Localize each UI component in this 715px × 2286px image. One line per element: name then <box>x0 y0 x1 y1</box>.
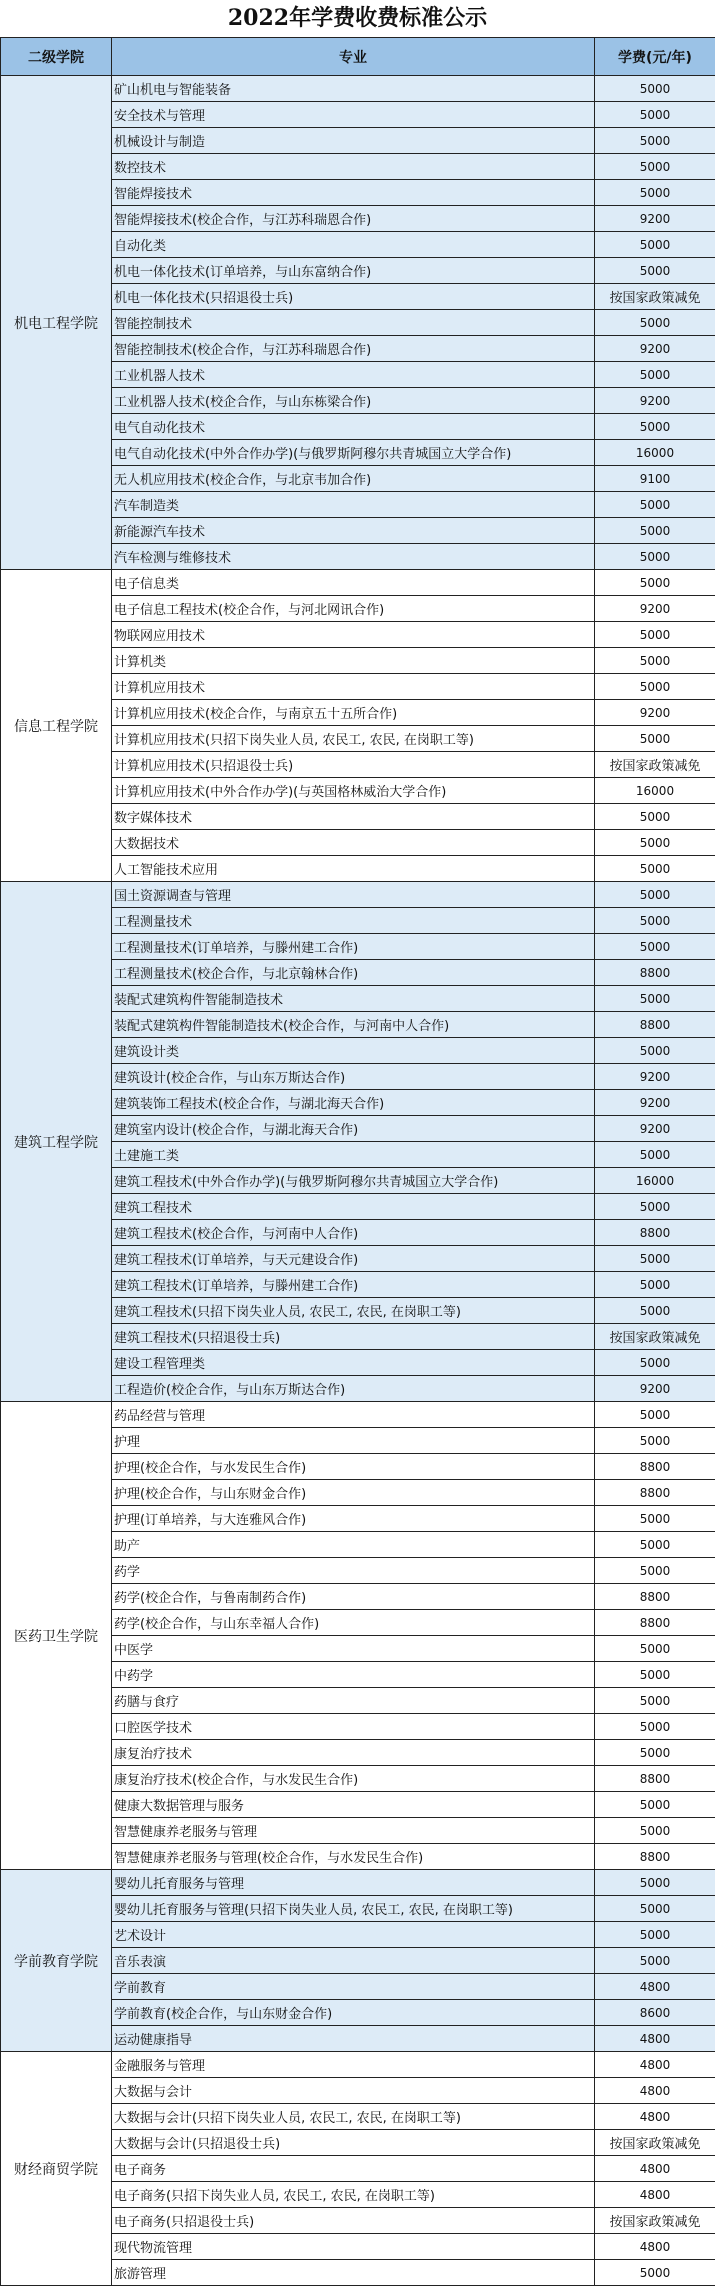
college-name-cell: 机电工程学院 <box>1 76 112 570</box>
major-cell: 智慧健康养老服务与管理 <box>112 1818 595 1844</box>
major-cell: 计算机应用技术(中外合作办学)(与英国格林威治大学合作) <box>112 778 595 804</box>
major-cell: 智能控制技术 <box>112 310 595 336</box>
fee-cell: 5000 <box>595 648 715 674</box>
fee-cell: 按国家政策减免 <box>595 2208 715 2234</box>
fee-cell: 5000 <box>595 1298 715 1324</box>
college-name-cell: 学前教育学院 <box>1 1870 112 2052</box>
major-cell: 计算机应用技术 <box>112 674 595 700</box>
major-cell: 中医学 <box>112 1636 595 1662</box>
fee-cell: 5000 <box>595 102 715 128</box>
college-name-cell: 信息工程学院 <box>1 570 112 882</box>
fee-cell: 8800 <box>595 1844 715 1870</box>
major-cell: 建设工程管理类 <box>112 1350 595 1376</box>
major-cell: 学前教育 <box>112 1974 595 2000</box>
fee-cell: 5000 <box>595 856 715 882</box>
column-header-major: 专业 <box>112 38 595 76</box>
fee-cell: 5000 <box>595 882 715 908</box>
major-cell: 大数据与会计(只招退役士兵) <box>112 2130 595 2156</box>
major-cell: 建筑工程技术(订单培养，与滕州建工合作) <box>112 1272 595 1298</box>
major-cell: 自动化类 <box>112 232 595 258</box>
fee-cell: 5000 <box>595 1272 715 1298</box>
fee-cell: 4800 <box>595 2156 715 2182</box>
fee-cell: 5000 <box>595 544 715 570</box>
fee-cell: 8800 <box>595 1584 715 1610</box>
table-row <box>1 1870 715 1896</box>
fee-cell: 9200 <box>595 336 715 362</box>
fee-cell: 9200 <box>595 388 715 414</box>
fee-cell: 5000 <box>595 362 715 388</box>
major-cell: 电子信息工程技术(校企合作，与河北网讯合作) <box>112 596 595 622</box>
fee-cell: 5000 <box>595 1142 715 1168</box>
college-name-cell: 财经商贸学院 <box>1 2052 112 2286</box>
fee-cell: 5000 <box>595 414 715 440</box>
major-cell: 药品经营与管理 <box>112 1402 595 1428</box>
fee-cell: 按国家政策减免 <box>595 284 715 310</box>
fee-cell: 4800 <box>595 2052 715 2078</box>
major-cell: 装配式建筑构件智能制造技术(校企合作，与河南中人合作) <box>112 1012 595 1038</box>
fee-cell: 按国家政策减免 <box>595 2130 715 2156</box>
fee-cell: 8800 <box>595 1012 715 1038</box>
fee-cell: 5000 <box>595 1506 715 1532</box>
major-cell: 电子商务 <box>112 2156 595 2182</box>
fee-cell: 5000 <box>595 1714 715 1740</box>
fee-cell: 9200 <box>595 700 715 726</box>
major-cell: 大数据技术 <box>112 830 595 856</box>
fee-cell: 5000 <box>595 1194 715 1220</box>
fee-cell: 5000 <box>595 1818 715 1844</box>
major-cell: 数控技术 <box>112 154 595 180</box>
fee-cell: 按国家政策减免 <box>595 752 715 778</box>
fee-cell: 5000 <box>595 908 715 934</box>
table-header-row <box>1 38 715 76</box>
column-header-college: 二级学院 <box>1 38 112 76</box>
fee-cell: 5000 <box>595 1948 715 1974</box>
fee-cell: 16000 <box>595 440 715 466</box>
fee-cell: 9200 <box>595 1116 715 1142</box>
major-cell: 药学 <box>112 1558 595 1584</box>
fee-cell: 5000 <box>595 570 715 596</box>
major-cell: 护理(校企合作，与山东财金合作) <box>112 1480 595 1506</box>
fee-cell: 9200 <box>595 1064 715 1090</box>
fee-cell: 5000 <box>595 518 715 544</box>
fee-cell: 8800 <box>595 1220 715 1246</box>
fee-cell: 5000 <box>595 492 715 518</box>
page-title: 2022年学费收费标准公示 <box>227 5 488 31</box>
major-cell: 建筑工程技术(只招下岗失业人员, 农民工, 农民, 在岗职工等) <box>112 1298 595 1324</box>
major-cell: 人工智能技术应用 <box>112 856 595 882</box>
major-cell: 机械设计与制造 <box>112 128 595 154</box>
major-cell: 无人机应用技术(校企合作，与北京韦加合作) <box>112 466 595 492</box>
major-cell: 护理(校企合作，与水发民生合作) <box>112 1454 595 1480</box>
major-cell: 中药学 <box>112 1662 595 1688</box>
fee-cell: 5000 <box>595 1792 715 1818</box>
major-cell: 工业机器人技术 <box>112 362 595 388</box>
fee-cell: 4800 <box>595 2078 715 2104</box>
fee-cell: 5000 <box>595 1662 715 1688</box>
major-cell: 建筑工程技术(只招退役士兵) <box>112 1324 595 1350</box>
major-cell: 助产 <box>112 1532 595 1558</box>
fee-cell: 9100 <box>595 466 715 492</box>
major-cell: 智能焊接技术 <box>112 180 595 206</box>
fee-cell: 5000 <box>595 1636 715 1662</box>
major-cell: 国土资源调查与管理 <box>112 882 595 908</box>
major-cell: 药学(校企合作，与鲁南制药合作) <box>112 1584 595 1610</box>
major-cell: 机电一体化技术(只招退役士兵) <box>112 284 595 310</box>
fee-cell: 5000 <box>595 986 715 1012</box>
major-cell: 土建施工类 <box>112 1142 595 1168</box>
major-cell: 智能控制技术(校企合作，与江苏科瑞恩合作) <box>112 336 595 362</box>
fee-cell: 按国家政策减免 <box>595 1324 715 1350</box>
fee-cell: 8800 <box>595 1454 715 1480</box>
major-cell: 安全技术与管理 <box>112 102 595 128</box>
fee-cell: 8800 <box>595 960 715 986</box>
major-cell: 工程造价(校企合作，与山东万斯达合作) <box>112 1376 595 1402</box>
major-cell: 电气自动化技术(中外合作办学)(与俄罗斯阿穆尔共青城国立大学合作) <box>112 440 595 466</box>
table-row <box>1 2052 715 2078</box>
major-cell: 婴幼儿托育服务与管理(只招下岗失业人员, 农民工, 农民, 在岗职工等) <box>112 1896 595 1922</box>
fee-table <box>0 37 715 2286</box>
major-cell: 艺术设计 <box>112 1922 595 1948</box>
fee-cell: 5000 <box>595 674 715 700</box>
fee-cell: 16000 <box>595 778 715 804</box>
major-cell: 婴幼儿托育服务与管理 <box>112 1870 595 1896</box>
major-cell: 运动健康指导 <box>112 2026 595 2052</box>
major-cell: 机电一体化技术(订单培养，与山东富纳合作) <box>112 258 595 284</box>
fee-cell: 16000 <box>595 1168 715 1194</box>
fee-cell: 9200 <box>595 206 715 232</box>
fee-cell: 5000 <box>595 232 715 258</box>
major-cell: 智能焊接技术(校企合作，与江苏科瑞恩合作) <box>112 206 595 232</box>
major-cell: 口腔医学技术 <box>112 1714 595 1740</box>
fee-cell: 5000 <box>595 1558 715 1584</box>
fee-cell: 5000 <box>595 76 715 102</box>
table-body <box>1 76 715 2286</box>
major-cell: 汽车检测与维修技术 <box>112 544 595 570</box>
major-cell: 大数据与会计 <box>112 2078 595 2104</box>
fee-cell: 4800 <box>595 2182 715 2208</box>
fee-cell: 4800 <box>595 2234 715 2260</box>
table-row <box>1 76 715 102</box>
fee-cell: 8800 <box>595 1480 715 1506</box>
fee-cell: 5000 <box>595 2260 715 2286</box>
major-cell: 建筑工程技术(订单培养，与天元建设合作) <box>112 1246 595 1272</box>
major-cell: 建筑设计(校企合作，与山东万斯达合作) <box>112 1064 595 1090</box>
major-cell: 智慧健康养老服务与管理(校企合作，与水发民生合作) <box>112 1844 595 1870</box>
major-cell: 护理(订单培养，与大连雅风合作) <box>112 1506 595 1532</box>
major-cell: 电子商务(只招退役士兵) <box>112 2208 595 2234</box>
major-cell: 金融服务与管理 <box>112 2052 595 2078</box>
fee-cell: 9200 <box>595 1376 715 1402</box>
major-cell: 计算机类 <box>112 648 595 674</box>
major-cell: 建筑室内设计(校企合作，与湖北海天合作) <box>112 1116 595 1142</box>
fee-cell: 8800 <box>595 1766 715 1792</box>
fee-cell: 5000 <box>595 726 715 752</box>
major-cell: 康复治疗技术(校企合作，与水发民生合作) <box>112 1766 595 1792</box>
fee-cell: 5000 <box>595 258 715 284</box>
fee-cell: 4800 <box>595 2104 715 2130</box>
fee-cell: 5000 <box>595 1038 715 1064</box>
fee-cell: 5000 <box>595 1246 715 1272</box>
column-header-fee: 学费(元/年) <box>595 38 715 76</box>
fee-cell: 4800 <box>595 2026 715 2052</box>
major-cell: 建筑装饰工程技术(校企合作，与湖北海天合作) <box>112 1090 595 1116</box>
major-cell: 矿山机电与智能装备 <box>112 76 595 102</box>
major-cell: 计算机应用技术(只招退役士兵) <box>112 752 595 778</box>
major-cell: 电子信息类 <box>112 570 595 596</box>
major-cell: 装配式建筑构件智能制造技术 <box>112 986 595 1012</box>
major-cell: 物联网应用技术 <box>112 622 595 648</box>
fee-cell: 8600 <box>595 2000 715 2026</box>
major-cell: 现代物流管理 <box>112 2234 595 2260</box>
fee-cell: 5000 <box>595 1350 715 1376</box>
fee-cell: 5000 <box>595 1688 715 1714</box>
fee-cell: 5000 <box>595 934 715 960</box>
fee-cell: 5000 <box>595 1870 715 1896</box>
table-row <box>1 882 715 908</box>
major-cell: 工程测量技术(订单培养，与滕州建工合作) <box>112 934 595 960</box>
table-row <box>1 570 715 596</box>
fee-cell: 5000 <box>595 310 715 336</box>
major-cell: 药学(校企合作，与山东幸福人合作) <box>112 1610 595 1636</box>
major-cell: 学前教育(校企合作，与山东财金合作) <box>112 2000 595 2026</box>
major-cell: 汽车制造类 <box>112 492 595 518</box>
fee-cell: 5000 <box>595 622 715 648</box>
major-cell: 建筑工程技术 <box>112 1194 595 1220</box>
major-cell: 工程测量技术(校企合作，与北京翰林合作) <box>112 960 595 986</box>
fee-cell: 5000 <box>595 1896 715 1922</box>
major-cell: 建筑工程技术(中外合作办学)(与俄罗斯阿穆尔共青城国立大学合作) <box>112 1168 595 1194</box>
table-row <box>1 1402 715 1428</box>
major-cell: 护理 <box>112 1428 595 1454</box>
fee-cell: 5000 <box>595 1532 715 1558</box>
fee-cell: 5000 <box>595 1428 715 1454</box>
fee-cell: 5000 <box>595 128 715 154</box>
major-cell: 康复治疗技术 <box>112 1740 595 1766</box>
major-cell: 药膳与食疗 <box>112 1688 595 1714</box>
fee-cell: 5000 <box>595 804 715 830</box>
major-cell: 电子商务(只招下岗失业人员, 农民工, 农民, 在岗职工等) <box>112 2182 595 2208</box>
college-name-cell: 建筑工程学院 <box>1 882 112 1402</box>
major-cell: 建筑设计类 <box>112 1038 595 1064</box>
fee-cell: 9200 <box>595 1090 715 1116</box>
fee-cell: 9200 <box>595 596 715 622</box>
fee-cell: 5000 <box>595 154 715 180</box>
major-cell: 工程测量技术 <box>112 908 595 934</box>
fee-cell: 8800 <box>595 1610 715 1636</box>
major-cell: 数字媒体技术 <box>112 804 595 830</box>
major-cell: 工业机器人技术(校企合作，与山东栋梁合作) <box>112 388 595 414</box>
fee-cell: 5000 <box>595 1740 715 1766</box>
college-name-cell: 医药卫生学院 <box>1 1402 112 1870</box>
major-cell: 大数据与会计(只招下岗失业人员, 农民工, 农民, 在岗职工等) <box>112 2104 595 2130</box>
major-cell: 计算机应用技术(校企合作，与南京五十五所合作) <box>112 700 595 726</box>
major-cell: 旅游管理 <box>112 2260 595 2286</box>
fee-cell: 5000 <box>595 1402 715 1428</box>
fee-cell: 4800 <box>595 1974 715 2000</box>
major-cell: 新能源汽车技术 <box>112 518 595 544</box>
major-cell: 计算机应用技术(只招下岗失业人员, 农民工, 农民, 在岗职工等) <box>112 726 595 752</box>
major-cell: 电气自动化技术 <box>112 414 595 440</box>
fee-cell: 5000 <box>595 180 715 206</box>
fee-cell: 5000 <box>595 830 715 856</box>
fee-cell: 5000 <box>595 1922 715 1948</box>
major-cell: 音乐表演 <box>112 1948 595 1974</box>
major-cell: 建筑工程技术(校企合作，与河南中人合作) <box>112 1220 595 1246</box>
major-cell: 健康大数据管理与服务 <box>112 1792 595 1818</box>
